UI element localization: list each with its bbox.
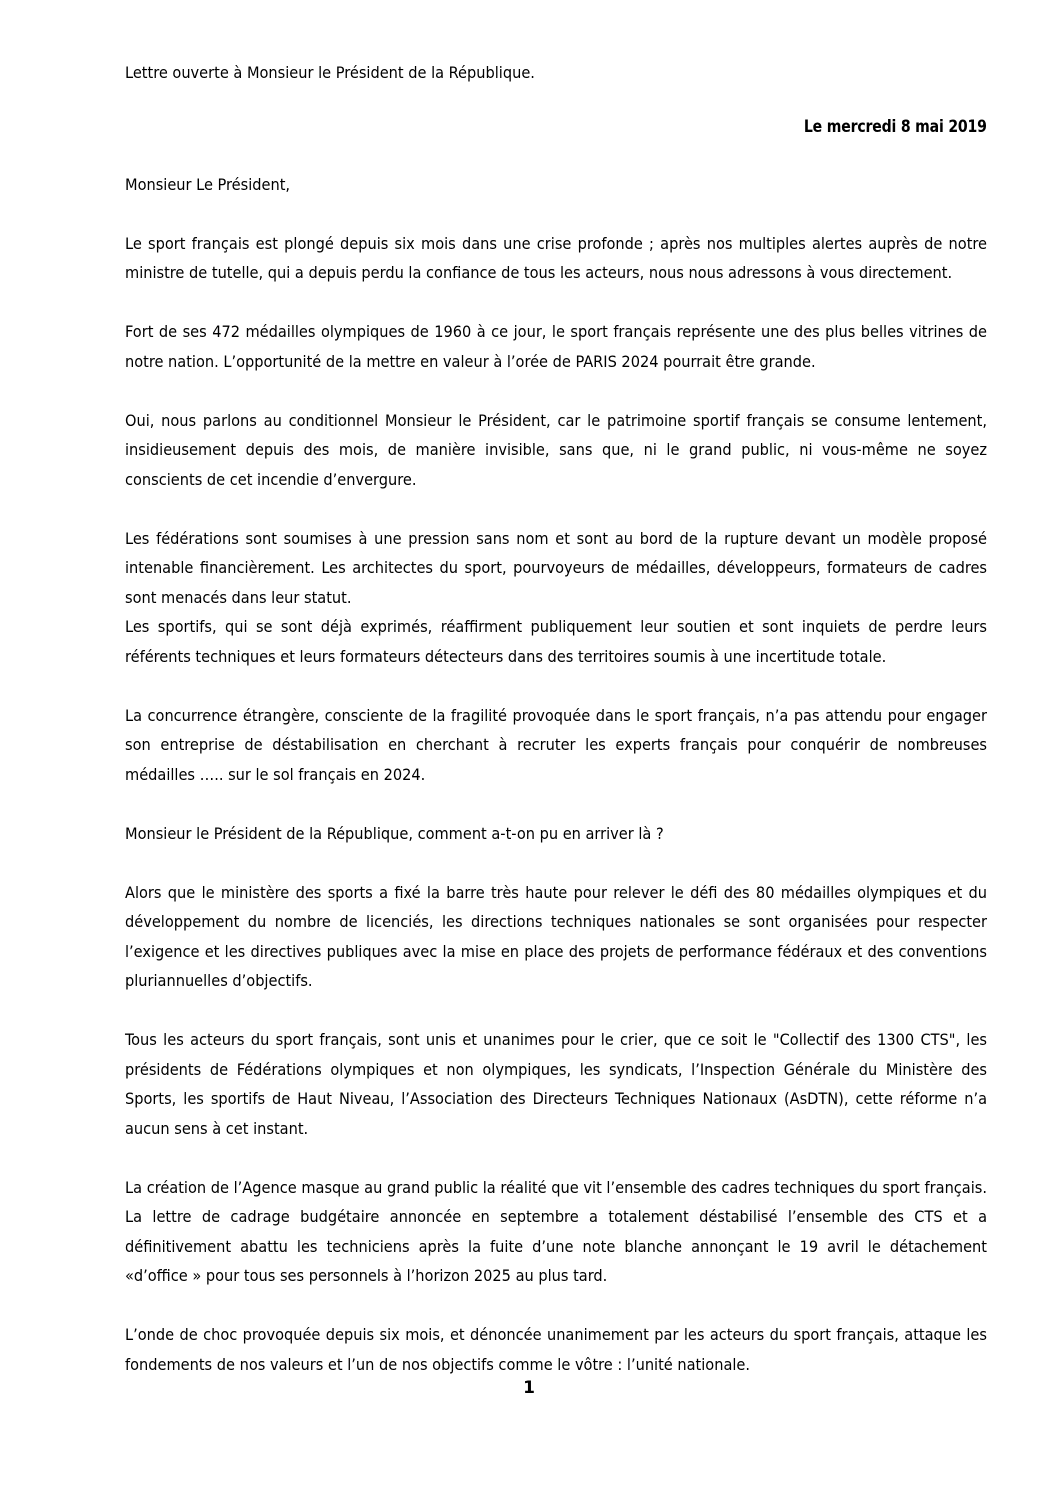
letter-subject-line: Lettre ouverte à Monsieur le Président de la République. bbox=[125, 63, 535, 82]
paragraph-onde: L’onde de choc provoquée depuis six mois, et dénoncée unanimement par les acteurs du sport français, attaque les fondements de nos valeurs et l’un de nos objectifs comme le vôtre : l’unité nationale. bbox=[125, 1325, 987, 1374]
letter-date-row bbox=[125, 88, 987, 137]
letter-salutation: Monsieur Le Président, bbox=[125, 174, 291, 194]
paragraph-conditionnel: Oui, nous parlons au conditionnel Monsieur le Président, car le patrimoine sportif français se consume lentement, insidieusement depuis des mois, de manière invisible, sans que, ni le grand public, ni vous-même ne soyez conscients de cet incendie d’envergure. bbox=[125, 410, 987, 489]
letter-date: Le mercredi 8 mai 2019 bbox=[804, 116, 987, 137]
paragraph-concurrence: La concurrence étrangère, consciente de la fragilité provoquée dans le sport français, n’a pas attendu pour engager son entreprise de déstabilisation en cherchant à recruter les experts français pour conquérir de nombreuses médailles ….. sur le sol français en 2024. bbox=[125, 705, 987, 784]
paragraph-medailles: Fort de ses 472 médailles olympiques de 1960 à ce jour, le sport français représente une des plus belles vitrines de notre nation. L’opportunité de la mettre en valeur à l’orée de PARIS 2024 pourrait être grande. bbox=[125, 322, 987, 371]
paragraph-crise: Le sport français est plongé depuis six mois dans une crise profonde ; après nos multiples alertes auprès de notre ministre de tutelle, qui a depuis perdu la confiance de tous les acteurs, nous nous adressons à vous directement. bbox=[125, 233, 987, 282]
paragraph-agence: La création de l’Agence masque au grand public la réalité que vit l’ensemble des cadres techniques du sport français. La lettre de cadrage budgétaire annoncée en septembre a totalement déstabilisé l’ensemble des CTS et a définitivement abattu les techniciens après la fuite d’une note blanche annonçant le 19 avril le détachement «d’office » pour tous ses personnels à l’horizon 2025 au plus tard. bbox=[125, 1177, 987, 1285]
paragraph-question: Monsieur le Président de la République, comment a-t-on pu en arriver là ? bbox=[125, 823, 664, 843]
paragraph-acteurs: Tous les acteurs du sport français, sont unis et unanimes pour le crier, que ce soit le "Collectif des 1300 CTS", les présidents de Fédérations olympiques et non olympiques, les syndicats, l’Inspection Générale du Ministère des Sports, les sportifs de Haut Niveau, l’Association des Directeurs Techniques Nationaux (AsDTN), cette réforme n’a aucun sens à cet instant. bbox=[125, 1030, 987, 1138]
page-number: 1 bbox=[523, 1378, 535, 1398]
letter-body bbox=[125, 58, 987, 1379]
paragraph-federations: Les fédérations sont soumises à une pression sans nom et sont au bord de la rupture devant un modèle proposé intenable financièrement. Les architectes du sport, pourvoyeurs de médailles, développeurs, formateurs de cadres sont menacés dans leur statut. bbox=[125, 528, 987, 607]
paragraph-sportifs: Les sportifs, qui se sont déjà exprimés, réaffirment publiquement leur soutien et sont inquiets de perdre leurs référents techniques et leurs formateurs détecteurs dans des territoires soumis à une incertitude totale. bbox=[125, 617, 987, 666]
paragraph-ministere: Alors que le ministère des sports a fixé la barre très haute pour relever le défi des 80 médailles olympiques et du développement du nombre de licenciés, les directions techniques nationales se sont organisées pour respecter l’exigence et les directives publiques avec la mise en place des projets de performance fédéraux et des conventions pluriannuelles d’objectifs. bbox=[125, 882, 987, 990]
